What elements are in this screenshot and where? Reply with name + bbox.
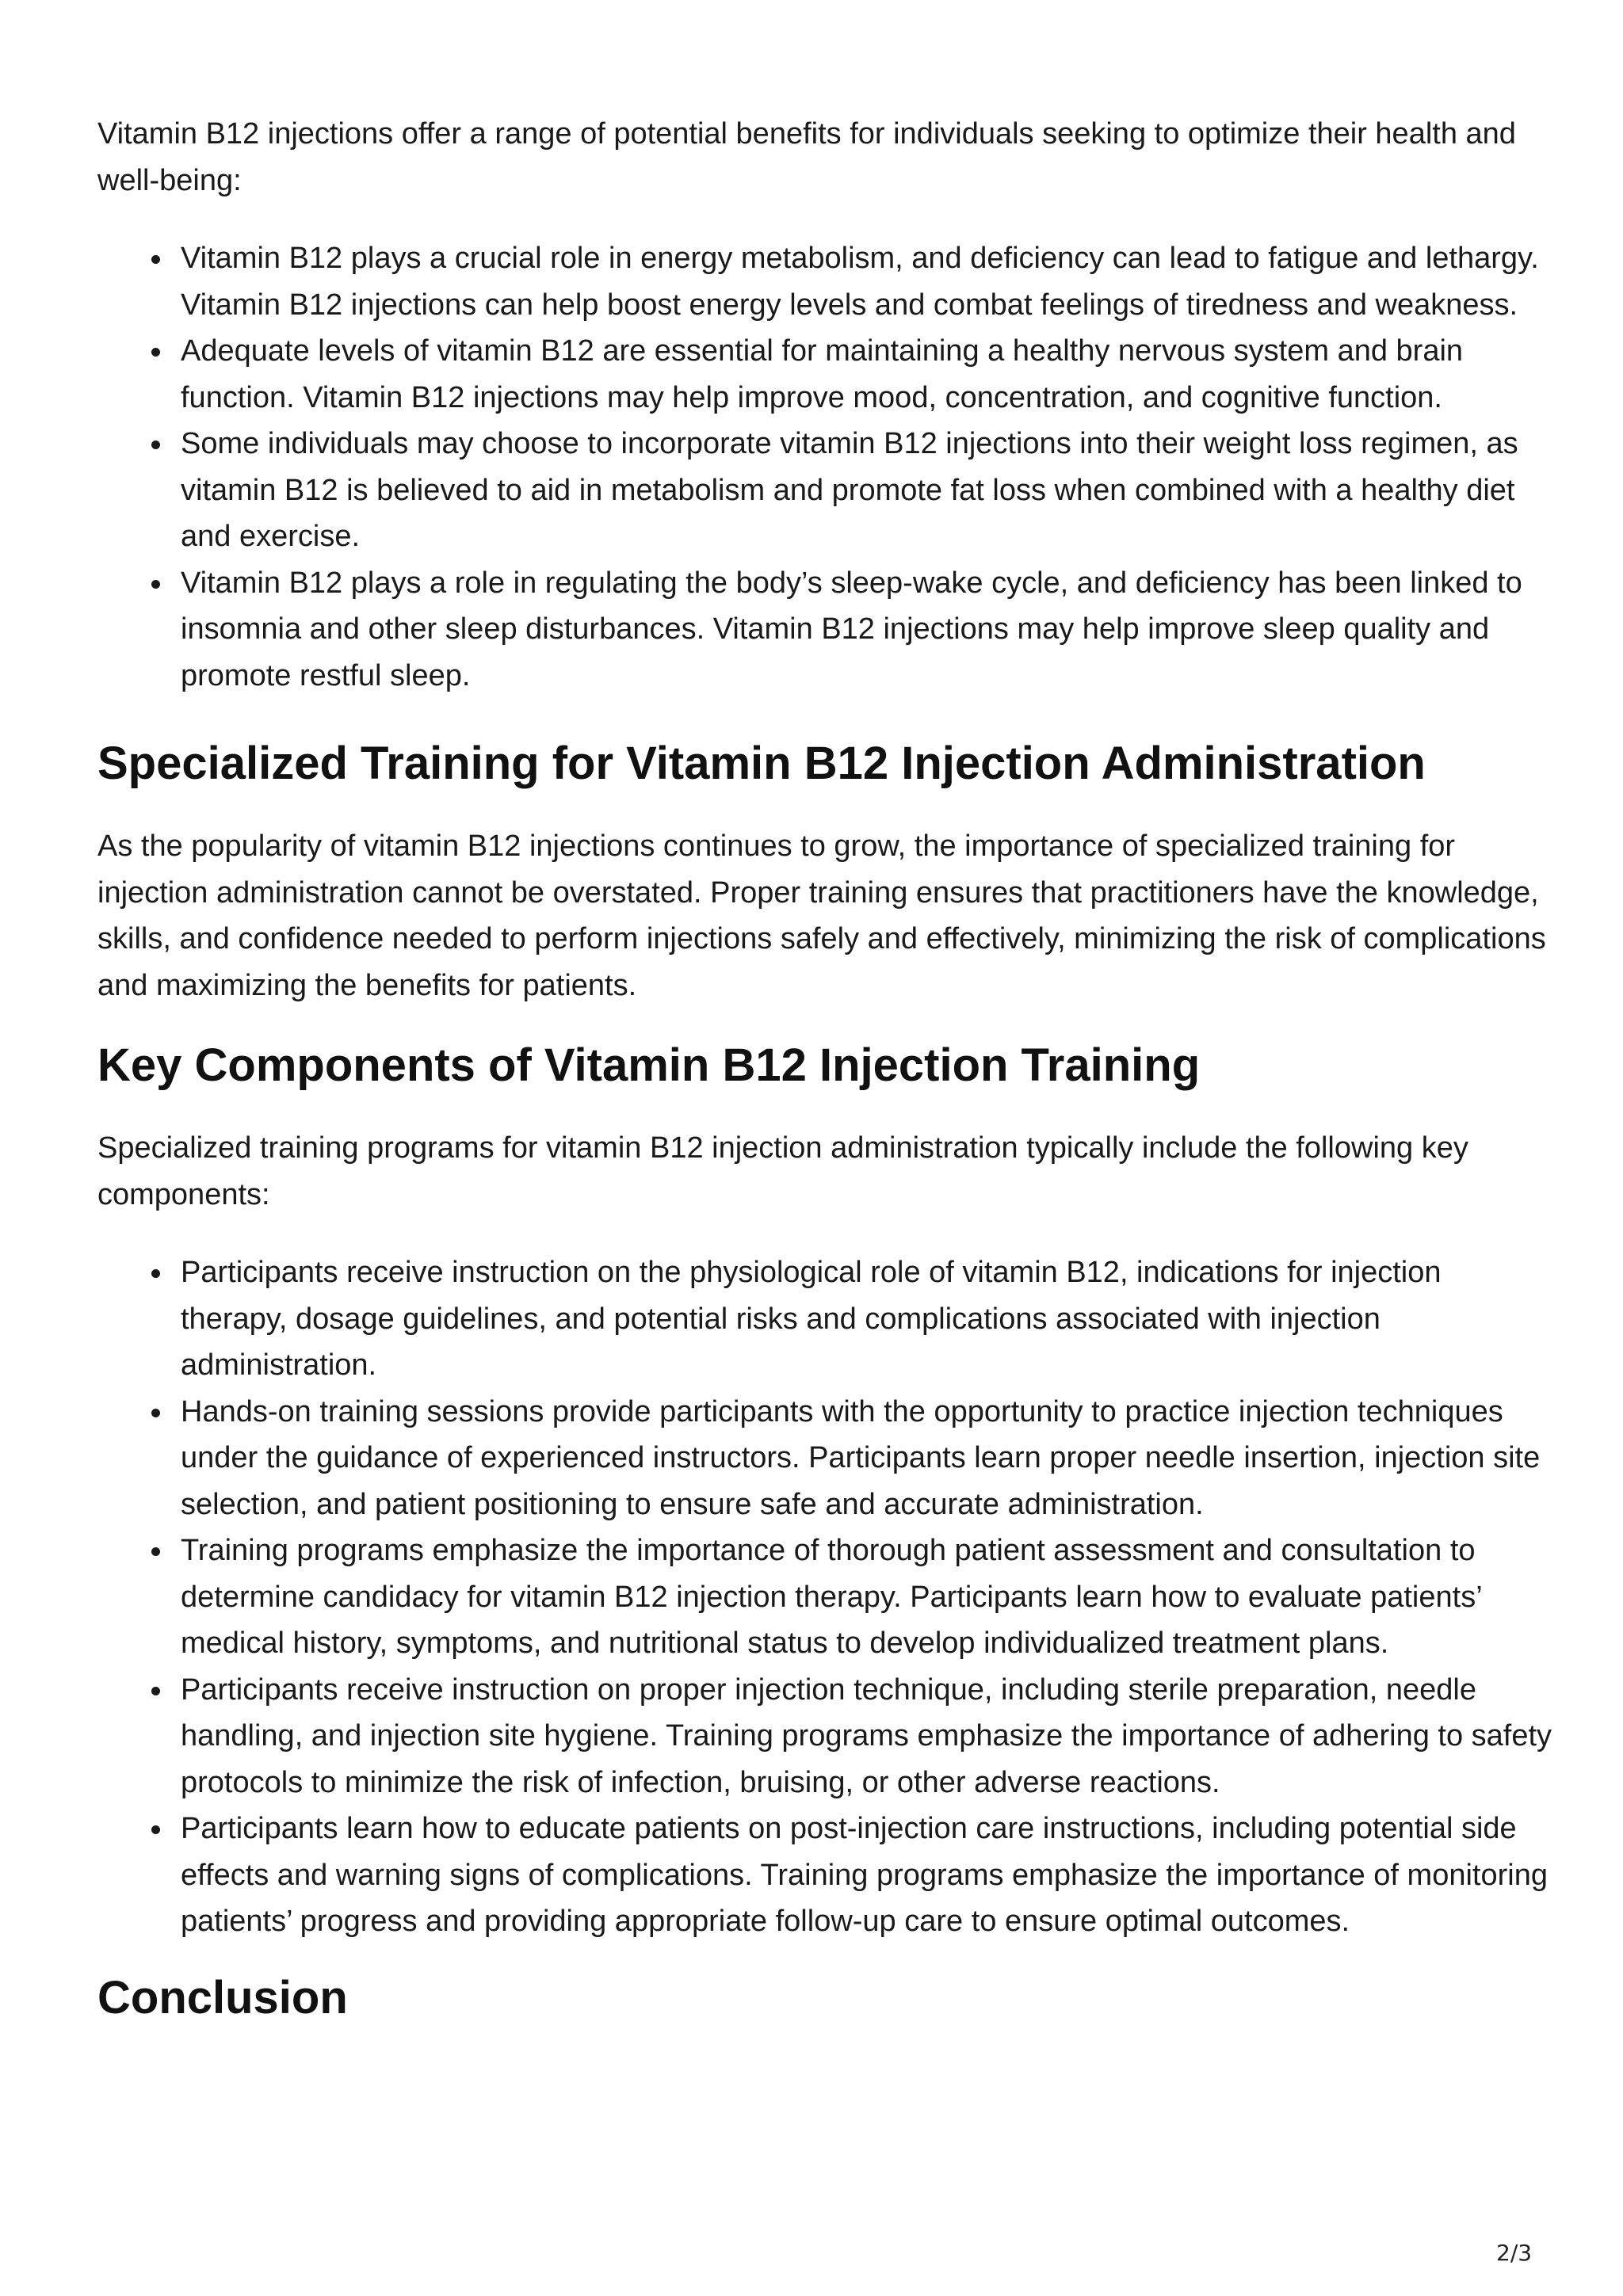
list-item: Vitamin B12 plays a crucial role in energy metabolism, and deficiency can lead to fatigue and lethargy. Vitamin B12 injections can help boost energy levels and combat feelings of tiredness and weakness. [181, 235, 1556, 328]
training-paragraph: As the popularity of vitamin B12 injections continues to grow, the importance of specialized training for injection administration cannot be overstated. Proper training ensures that practitioners have the knowledge, skills, and confidence needed to perform injections safely and effectively, minimizing the risk of complications and maximizing the benefits for patients. [97, 830, 1546, 1002]
document-page [97, 111, 1556, 2026]
list-item: Participants learn how to educate patients on post-injection care instructions, including potential side effects and warning signs of complications. Training programs emphasize the importance of monitoring patients’ progress and providing appropriate follow-up care to ensure optimal outcomes. [181, 1806, 1556, 1945]
list-item: Some individuals may choose to incorporate vitamin B12 injections into their weight loss regimen, as vitamin B12 is believed to aid in metabolism and promote fat loss when combined with a healthy diet and exercise. [181, 421, 1556, 560]
list-item: Hands-on training sessions provide participants with the opportunity to practice injection techniques under the guidance of experienced instructors. Participants learn proper needle insertion, injection site selection, and patient positioning to ensure safe and accurate administration. [181, 1389, 1556, 1528]
list-item: Training programs emphasize the importance of thorough patient assessment and consultation to determine candidacy for vitamin B12 injection therapy. Participants learn how to evaluate patients’ medical history, symptoms, and nutritional status to develop individualized treatment plans. [181, 1527, 1556, 1667]
page-number: 2/3 [1496, 2240, 1533, 2266]
components-list [97, 1249, 1556, 1945]
training-heading: Specialized Training for Vitamin B12 Injection Administration [97, 738, 1426, 789]
list-item: Participants receive instruction on the physiological role of vitamin B12, indications for injection therapy, dosage guidelines, and potential risks and complications associated with injection administration. [181, 1249, 1556, 1389]
list-item: Participants receive instruction on proper injection technique, including sterile preparation, needle handling, and injection site hygiene. Training programs emphasize the importance of adhering to safety protocols to minimize the risk of infection, bruising, or other adverse reactions. [181, 1667, 1556, 1806]
list-item: Adequate levels of vitamin B12 are essential for maintaining a healthy nervous system and brain function. Vitamin B12 injections may help improve mood, concentration, and cognitive function. [181, 328, 1556, 421]
conclusion-heading: Conclusion [97, 1971, 348, 2023]
components-paragraph: Specialized training programs for vitamin B12 injection administration typically include the following key components: [97, 1131, 1468, 1211]
benefits-list [97, 235, 1556, 699]
list-item: Vitamin B12 plays a role in regulating the body’s sleep-wake cycle, and deficiency has been linked to insomnia and other sleep disturbances. Vitamin B12 injections may help improve sleep quality and promote restful sleep. [181, 560, 1556, 700]
components-heading: Key Components of Vitamin B12 Injection Training [97, 1039, 1201, 1091]
intro-paragraph: Vitamin B12 injections offer a range of potential benefits for individuals seeking to optimize their health and well-being: [97, 117, 1516, 197]
